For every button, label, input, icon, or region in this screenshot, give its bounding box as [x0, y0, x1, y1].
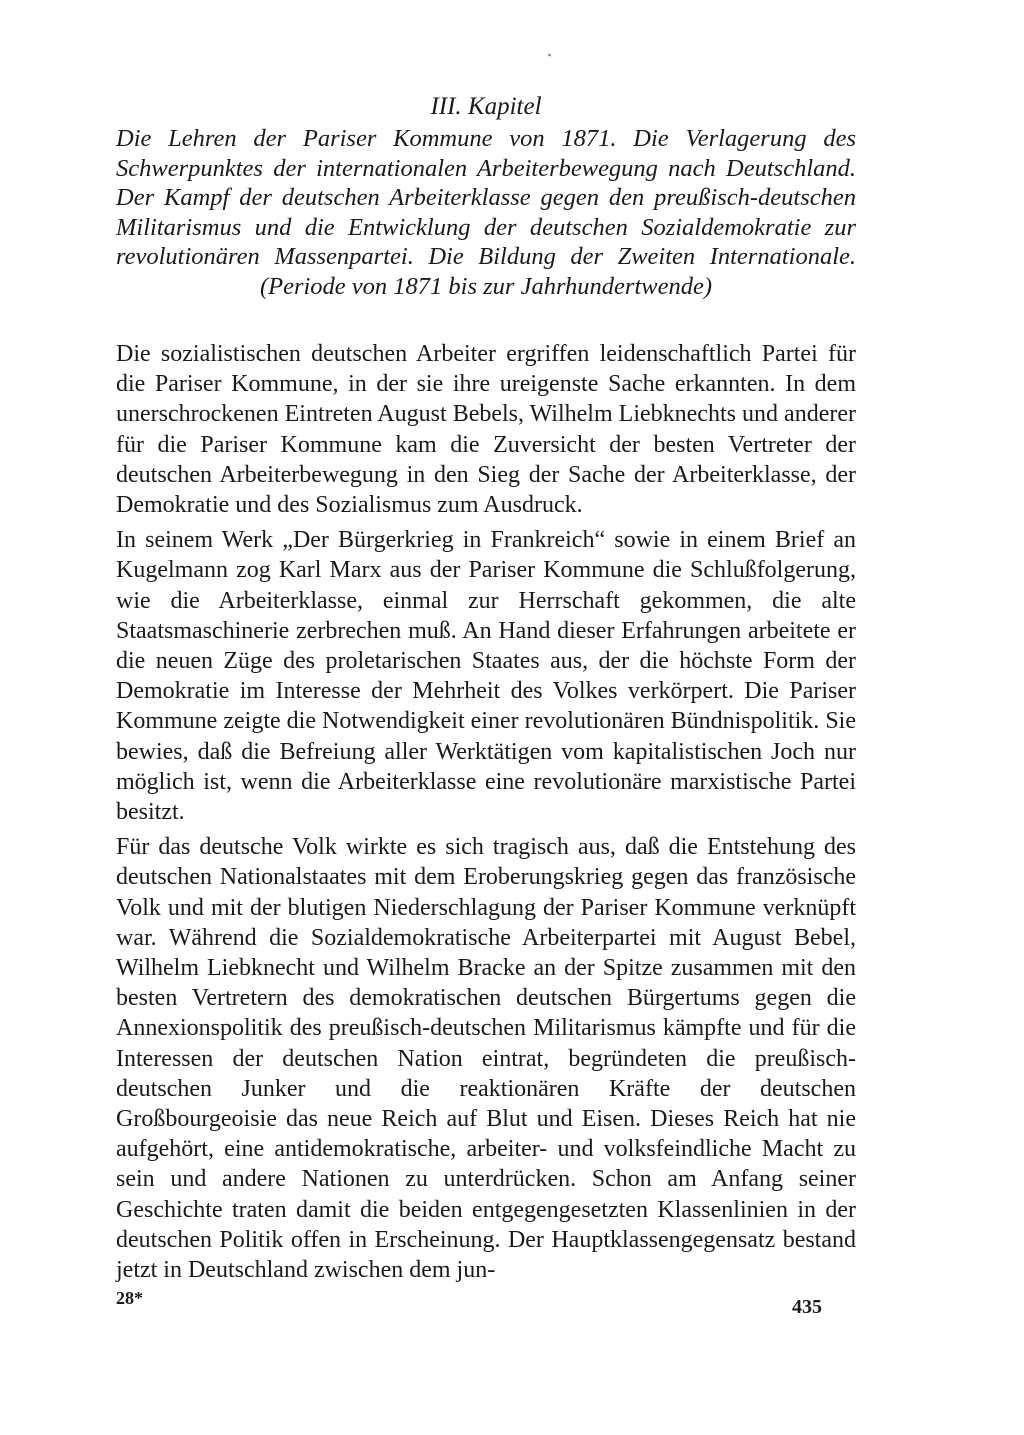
page-content	[116, 92, 856, 1285]
page-footer	[116, 1288, 856, 1328]
chapter-title: Die Lehren der Pariser Kommune von 1871. Die Verlagerung des Schwerpunktes der internationalen Arbeiterbewegung nach Deutschland. Der Kampf der deutschen Arbeiterklasse gegen den preußisch-deutschen Militarismus und die Entwicklung der deutschen Sozialdemokratie zur revolutionären Massenpartei. Die Bildung der Zweiten Internationale. (Periode von 1871 bis zur Jahrhundertwende)	[116, 125, 856, 300]
paragraph: In seinem Werk „Der Bürgerkrieg in Frankreich“ sowie in einem Brief an Kugelmann zog Karl Marx aus der Pariser Kommune die Schlußfolgerung, wie die Arbeiterklasse, einmal zur Herrschaft gekommen, die alte Staatsmaschinerie zerbrechen muß. An Hand dieser Erfahrungen arbeitete er die neuen Züge des proletarischen Staates aus, der die höchste Form der Demokratie im Interesse der Mehrheit des Volkes verkörpert. Die Pariser Kommune zeigte die Notwendigkeit einer revolutionären Bündnispolitik. Sie bewies, daß die Befreiung aller Werktätigen vom kapitalistischen Joch nur möglich ist, wenn die Arbeiterklasse eine revolutionäre marxistische Partei besitzt.	[116, 527, 856, 826]
printer-signature: 28*	[116, 1288, 143, 1308]
paragraph: Für das deutsche Volk wirkte es sich tragisch aus, daß die Entstehung des deutschen Nationalstaates mit dem Eroberungskrieg gegen das französische Volk und mit der blutigen Niederschlagung der Pariser Kommune verknüpft war. Während die Sozialdemokratische Arbeiterpartei mit August Bebel, Wilhelm Liebknecht und Wilhelm Bracke an der Spitze zusammen mit den besten Vertretern des demokratischen deutschen Bürgertums gegen die Annexionspolitik des preußisch-deutschen Militarismus kämpfte und für die Interessen der deutschen Nation eintrat, begründeten die preußisch-deutschen Junker und die reaktionären Kräfte der deutschen Großbourgeoisie das neue Reich auf Blut und Eisen. Dieses Reich hat nie aufgehört, eine antidemokratische, arbeiter- und volksfeindliche Macht zu sein und andere Nationen zu unterdrücken. Schon am Anfang seiner Geschichte traten damit die beiden entgegengesetzten Klassenlinien in der deutschen Politik offen in Erscheinung. Der Hauptklassengegensatz bestand jetzt in Deutschland zwischen dem jun-	[116, 834, 856, 1284]
scan-speck	[548, 53, 552, 56]
paragraph: Die sozialistischen deutschen Arbeiter ergriffen leidenschaftlich Partei für die Pariser Kommune, in der sie ihre ureigenste Sache erkannten. In dem unerschrockenen Eintreten August Bebels, Wilhelm Liebknechts und anderer für die Pariser Kommune kam die Zuversicht der besten Vertreter der deutschen Arbeiterbewegung in den Sieg der Sache der Arbeiterklasse, der Demokratie und des Sozialismus zum Ausdruck.	[116, 341, 856, 519]
body-text	[116, 339, 856, 1285]
page-number: 435	[792, 1296, 822, 1318]
chapter-number: III. Kapitel	[430, 93, 542, 120]
